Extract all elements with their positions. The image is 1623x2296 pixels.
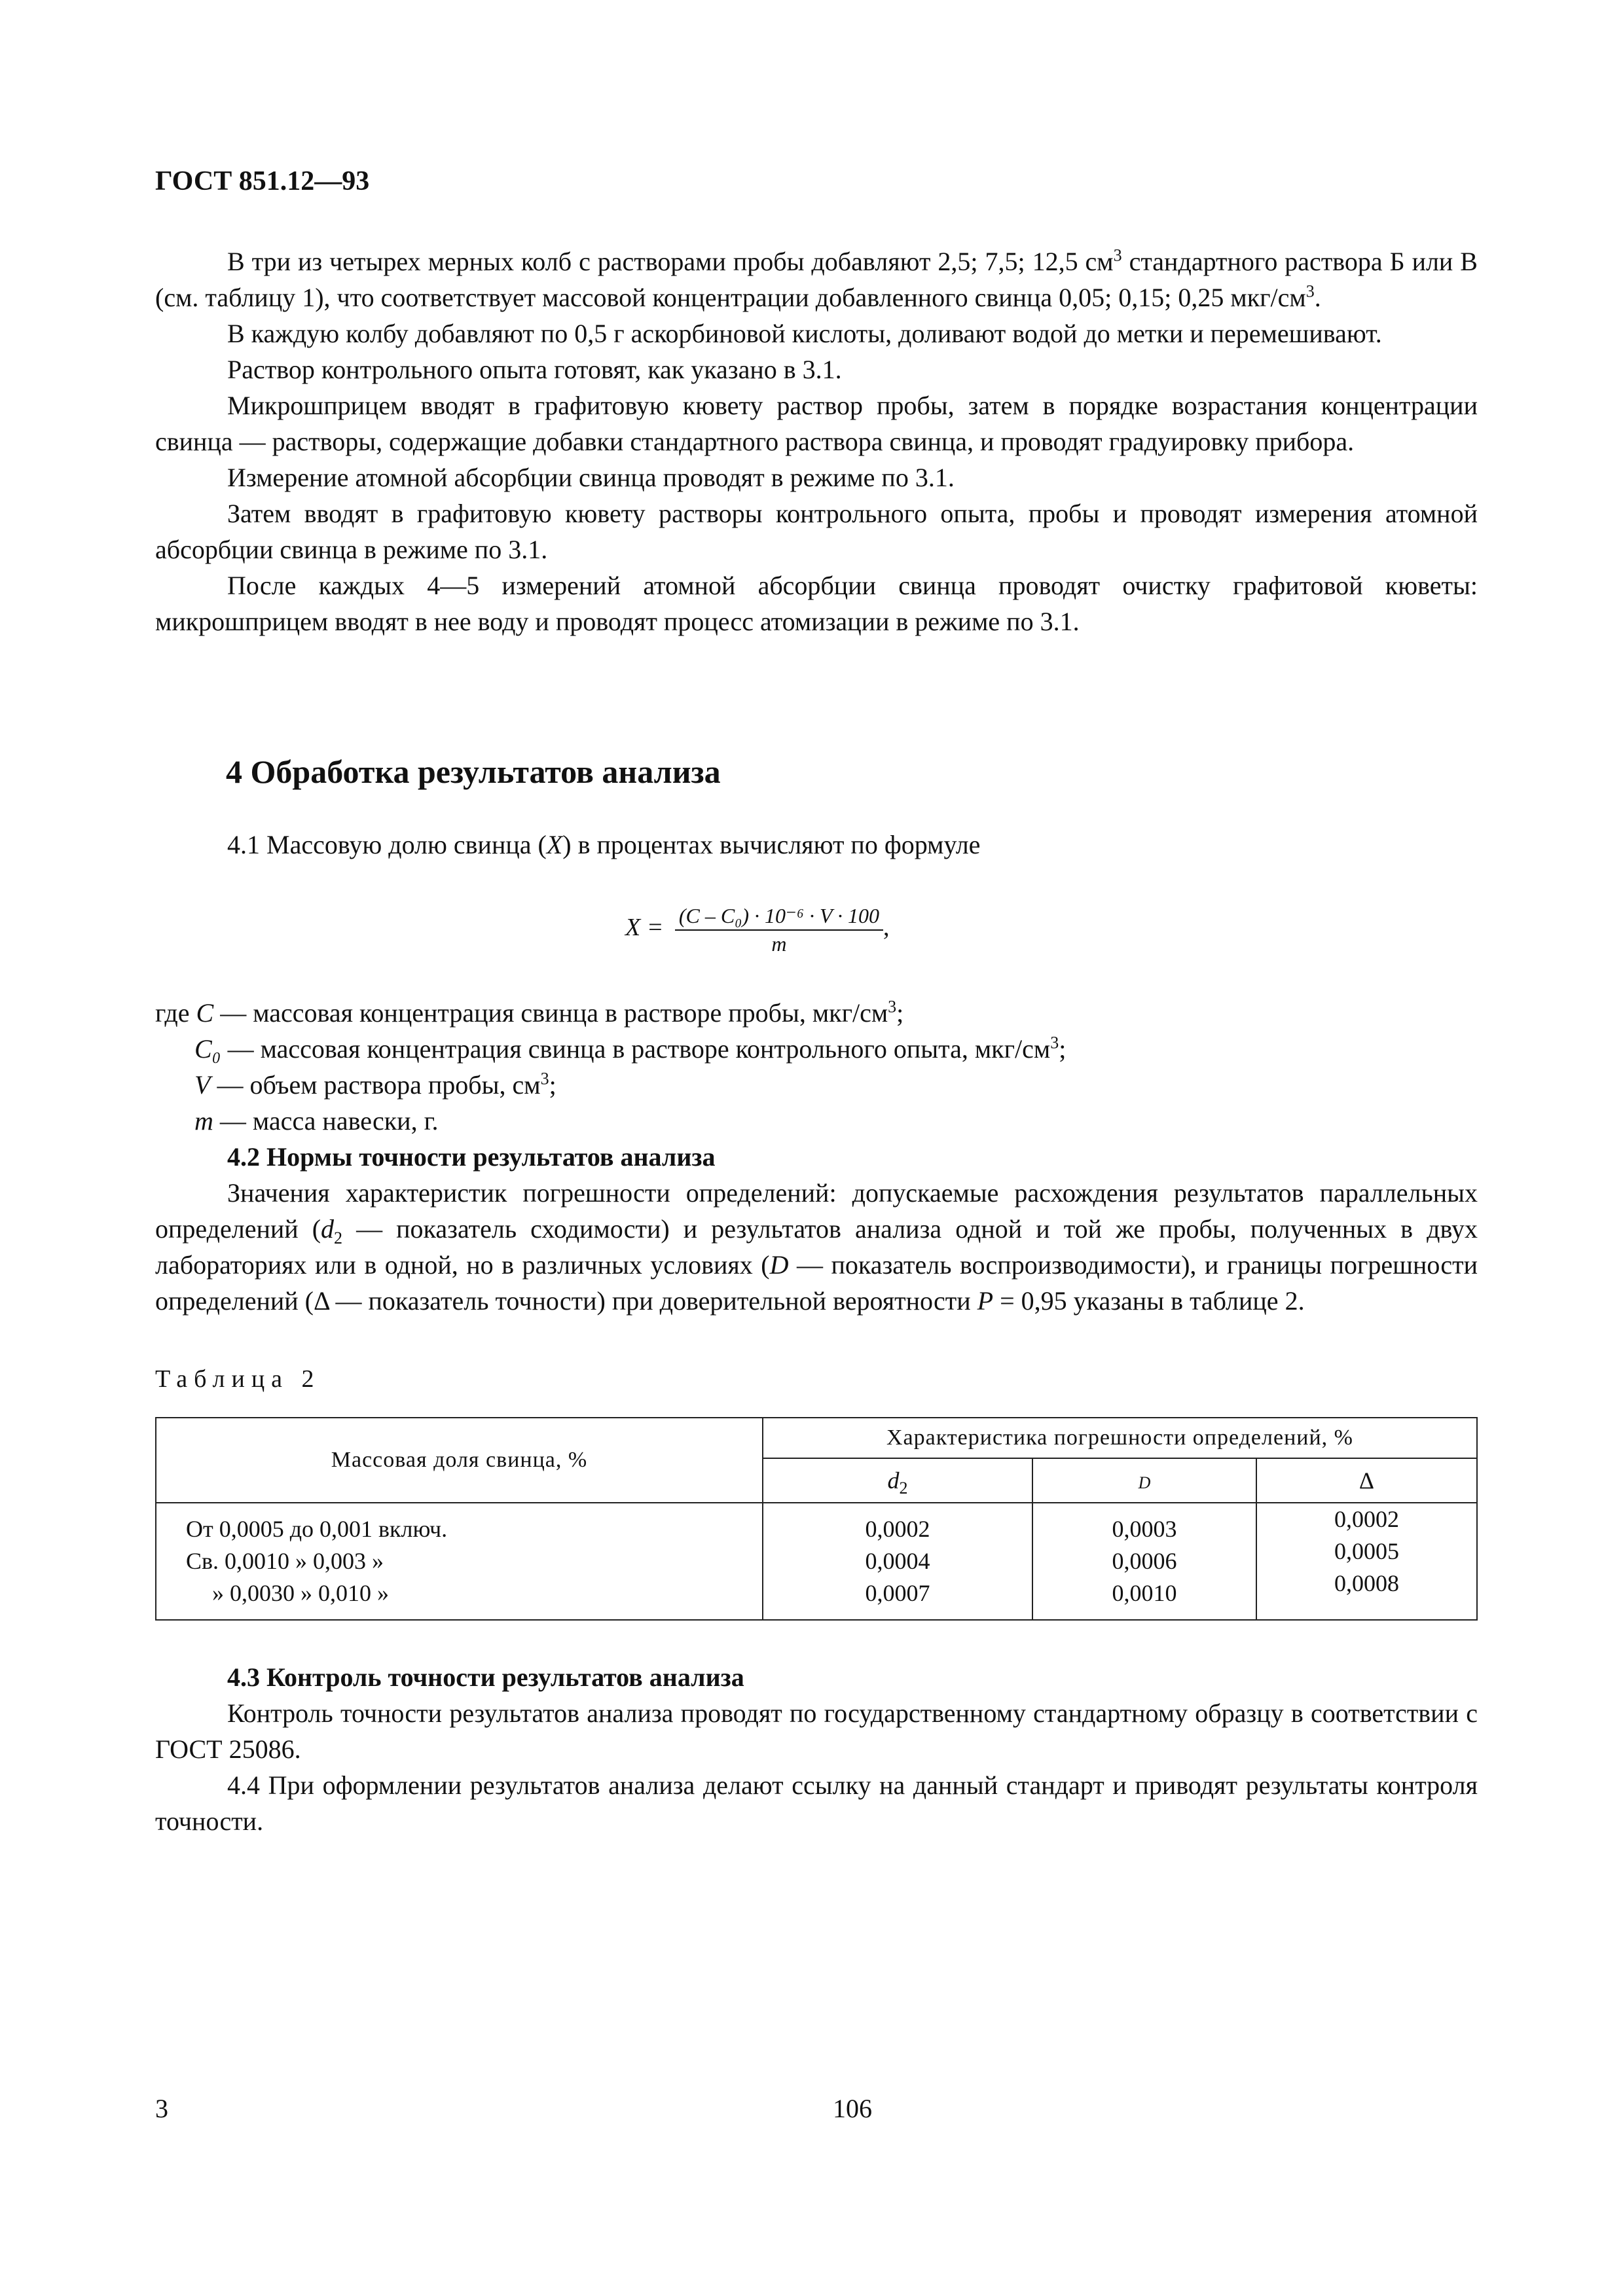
clause-heading: 4.3 Контроль точности результатов анализа bbox=[227, 1662, 744, 1692]
paragraph: В каждую колбу добавляют по 0,5 г аскорбиновой кислоты, доливают водой до метки и перемешивают. bbox=[227, 319, 1382, 348]
paragraph: Затем вводят в графитовую кювету растворы контрольного опыта, пробы и проводят измерения атомной абсорбции свинца в режиме по 3.1. bbox=[155, 499, 1478, 564]
legend-item: V — объем раствора пробы, $см^3$; bbox=[194, 1069, 556, 1100]
table-header-mass: Массовая доля свинца, % bbox=[156, 1418, 763, 1503]
table-caption: Таблица 2 bbox=[155, 1365, 321, 1393]
paragraph: 4.1 Массовую долю свинца (X) в процентах вычисляют по формуле bbox=[227, 830, 981, 859]
formula-denominator: m bbox=[771, 932, 787, 956]
legend-item: где C — массовая концентрация свинца в растворе пробы, мкг/$см^3$; bbox=[155, 997, 904, 1028]
paragraph: В три из четырех мерных колб с растворами пробы добавляют 2,5; 7,5; 12,5 $см^3$ стандартного раствора Б или В (см. таблицу 1), что соответствует массовой концентрации добавленного свинца 0,05; 0,15; 0,25 мкг/$см^3$. bbox=[155, 245, 1478, 312]
page-number-center: 106 bbox=[833, 2094, 872, 2123]
intro-text bbox=[155, 243, 1478, 639]
paragraph: После каждых 4—5 измерений атомной абсорбции свинца проводят очистку графитовой кюветы: микрошприцем вводят в нее воду и проводят процесс атомизации в режиме по 3.1. bbox=[155, 571, 1478, 636]
document-header: ГОСТ 851.12—93 bbox=[155, 166, 370, 196]
legend-item: m — масса навески, г. bbox=[194, 1106, 439, 1136]
table-header-d2: $d_2$ bbox=[763, 1458, 1032, 1503]
formula-legend bbox=[155, 995, 1066, 1139]
table-cell: От 0,0005 до 0,001 включ. Св. 0,0010 » 0,003 » » 0,0030 » 0,010 » bbox=[156, 1503, 763, 1620]
clause-4-2 bbox=[155, 1139, 1478, 1319]
table-2 bbox=[155, 1417, 1478, 1621]
paragraph: 4.4 При оформлении результатов анализа делают ссылку на данный стандарт и приводят результаты контроля точности. bbox=[155, 1770, 1478, 1836]
table-header-group: Характеристика погрешности определений, % bbox=[763, 1418, 1477, 1458]
table-cell: 0,0003 0,0006 0,0010 bbox=[1032, 1503, 1256, 1620]
table-cell: 0,0002 0,0005 0,0008 bbox=[1256, 1503, 1477, 1620]
paragraph: Раствор контрольного опыта готовят, как указано в 3.1. bbox=[227, 355, 842, 384]
page-number-left: 3 bbox=[155, 2094, 168, 2123]
legend-item: C₀ — массовая концентрация свинца в растворе контрольного опыта, мкг/$см^3$; bbox=[194, 1033, 1067, 1064]
paragraph: Контроль точности результатов анализа проводят по государственному стандартному образцу в соответствии с ГОСТ 25086. bbox=[155, 1698, 1478, 1764]
table-cell: 0,0002 0,0004 0,0007 bbox=[763, 1503, 1032, 1620]
paragraph: Значения характеристик погрешности определений: допускаемые расхождения результатов параллельных определений ($d_2$ — показатель сходимости) и результатов анализа одной и той же пробы, полученных в двух лабораториях или в одной, но в различных условиях (D — показатель воспроизводимости), и границы погрешности определений (Δ — показатель точности) при доверительной вероятности P = 0,95 указаны в таблице 2. bbox=[155, 1178, 1478, 1316]
formula-fraction bbox=[675, 903, 883, 956]
table-header-D: D bbox=[1032, 1458, 1256, 1503]
section-title: 4 Обработка результатов анализа bbox=[226, 753, 721, 790]
clause-heading: 4.2 Нормы точности результатов анализа bbox=[227, 1142, 716, 1172]
paragraph: Микрошприцем вводят в графитовую кювету раствор пробы, затем в порядке возрастания концентрации свинца — растворы, содержащие добавки стандартного раствора свинца, и проводят градуировку прибора. bbox=[155, 391, 1478, 456]
clause-4-1 bbox=[155, 827, 1478, 863]
paragraph: Измерение атомной абсорбции свинца проводят в режиме по 3.1. bbox=[227, 463, 955, 492]
formula bbox=[625, 903, 889, 956]
formula-tail: , bbox=[883, 914, 890, 942]
table-header-delta: Δ bbox=[1256, 1458, 1477, 1503]
formula-lhs: X = bbox=[625, 914, 664, 942]
formula-numerator: (C – C₀) · 10⁻⁶ · V · 100 bbox=[675, 903, 883, 931]
clause-4-3 bbox=[155, 1659, 1478, 1839]
